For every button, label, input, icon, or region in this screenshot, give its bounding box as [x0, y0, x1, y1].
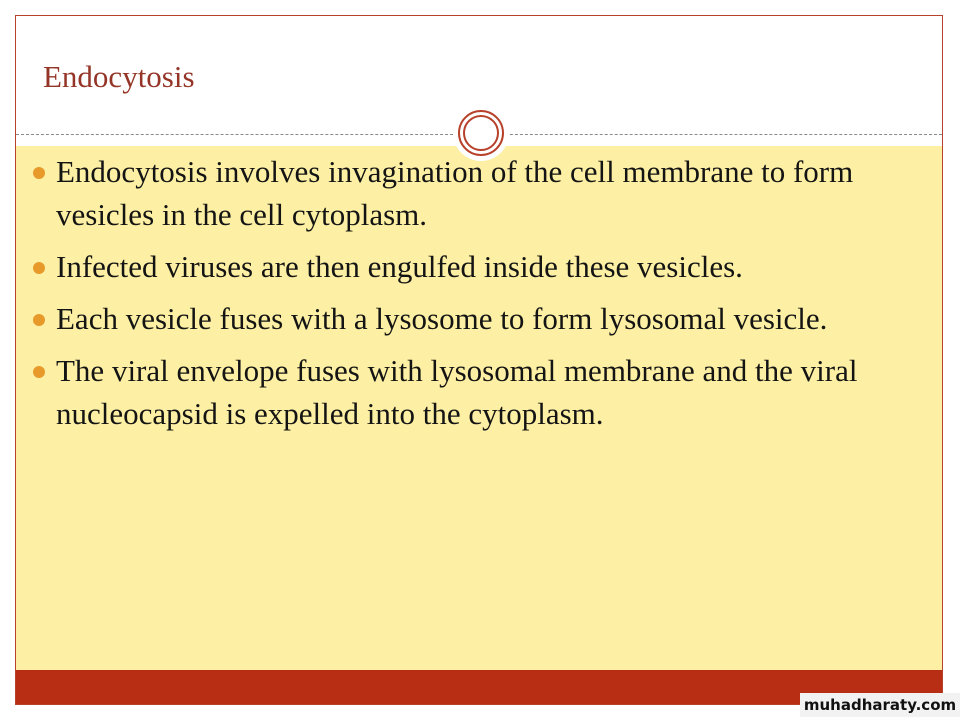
round-bullet-icon [33, 314, 45, 326]
inner-ring [463, 115, 499, 151]
bullet-text: Infected viruses are then engulfed inside these vesicles. [56, 249, 743, 284]
bullet-text: The viral envelope fuses with lysosomal membrane and the viral nucleocapsid is expelled into the cytoplasm. [56, 353, 858, 431]
watermark: muhadharaty.com [800, 693, 960, 717]
bullet-item [33, 349, 913, 435]
bullet-item [33, 297, 913, 340]
round-bullet-icon [33, 262, 45, 274]
round-bullet-icon [33, 366, 45, 378]
bullet-text: Each vesicle fuses with a lysosome to form lysosomal vesicle. [56, 301, 828, 336]
round-bullet-icon [33, 167, 45, 179]
bullet-list [33, 150, 913, 444]
slide-title: Endocytosis [43, 59, 195, 94]
bullet-text: Endocytosis involves invagination of the cell membrane to form vesicles in the cell cytoplasm. [56, 154, 854, 232]
bullet-item [33, 245, 913, 288]
bullet-item [33, 150, 913, 236]
